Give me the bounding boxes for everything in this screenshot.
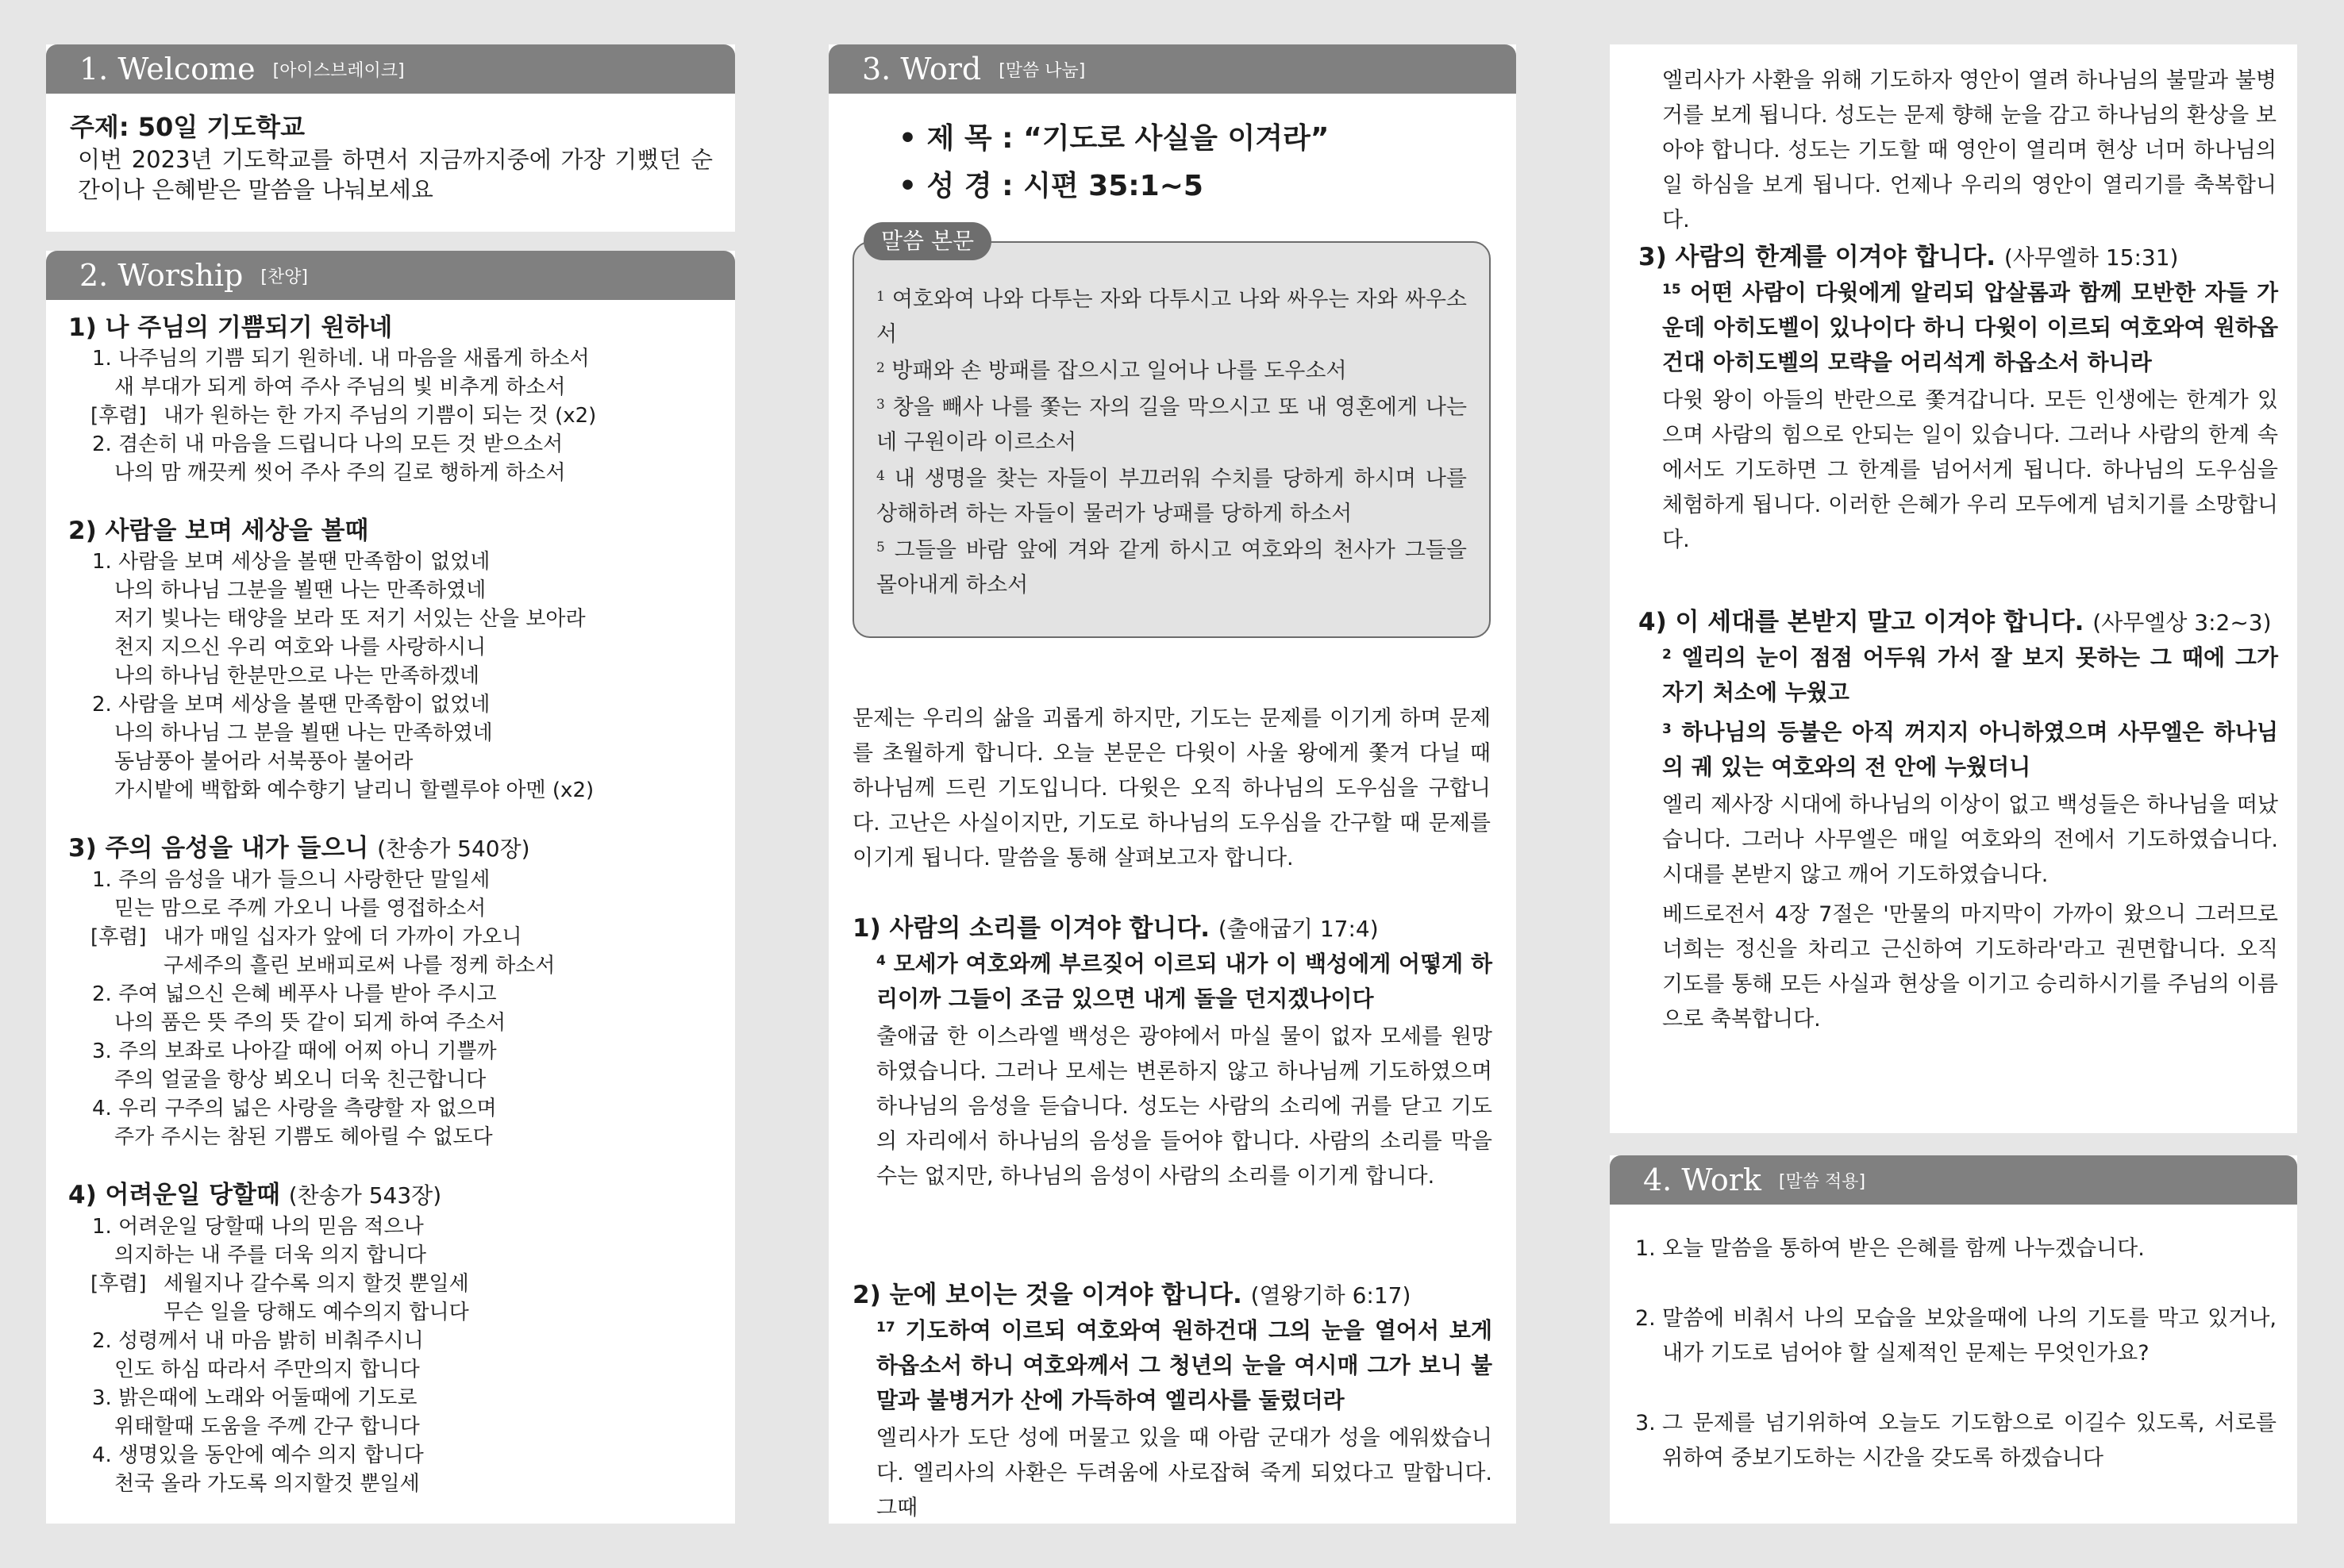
point-2-ref: (열왕기하 6:17) xyxy=(1250,1282,1411,1309)
song-title: 3) 주의 음성을 내가 들으니 xyxy=(68,834,369,863)
sermon-title: • 제 목 : “기도로 사실을 이겨라” xyxy=(899,122,1330,155)
work-subtitle: [말씀 적용] xyxy=(1778,1171,1866,1192)
point-1-body: 출애굽 한 이스라엘 백성은 광야에서 마실 물이 없자 모세를 원망하였습니다. 그러나 모세는 변론하지 않고 하나님께 기도하였으며 하나님의 음성을 듣습니다. 성도는 사람의 소리에 귀를 닫고 기도의 자리에서 하나님의 음성을 들어야 합니다. 사람의 소리를 막을 수는 없지만, 하나님의 음성이 사람의 소리를 이기게 합니다. xyxy=(876,1024,1492,1189)
scripture-verse xyxy=(876,533,1467,603)
lyric-line: 2. 주여 넓으신 은혜 베푸사 나를 받아 주시고 xyxy=(92,982,497,1006)
welcome-theme: 주제: 50일 기도학교 xyxy=(70,112,305,142)
verse-text: 그들을 바람 앞에 겨와 같게 하시고 여호와의 천사가 그들을 몰아내게 하소서 xyxy=(876,538,1467,598)
word-intro: 문제는 우리의 삶을 괴롭게 하지만, 기도는 문제를 이기게 하며 문제를 초월하게 합니다. 오늘 본문은 다윗이 사울 왕에게 쫓겨 다닐 때 하나님께 드린 기도입니다. 다윗은 오직 하나님의 도우심을 구합니다. 고난은 사실이지만, 기도로 하나님의 도우심을 간구할 때 문제를 이기게 됩니다. 말씀을 통해 살펴보고자 합니다. xyxy=(853,706,1491,870)
welcome-header xyxy=(46,44,735,94)
verse-text: 내 생명을 찾는 자들이 부끄러워 수치를 당하게 하시며 나를 상해하려 하는 자들이 물러가 낭패를 당하게 하소서 xyxy=(876,467,1467,526)
song-block xyxy=(68,1178,727,1498)
lyric-line: 나의 하나님 한분만으로 나는 만족하겠네 xyxy=(114,664,480,688)
lyric-line: 저기 빛나는 태양을 보라 또 저기 서있는 산을 보아라 xyxy=(114,607,586,631)
point-2-verse: 기도하여 이르되 여호와여 원하건대 그의 눈을 열어서 보게 하옵소서 하니 여호와께서 그 청년의 눈을 여시매 그가 보니 불말과 불병거가 산에 가득하여 엘리사를 둘렀더라 xyxy=(876,1317,1492,1413)
lyric-line: 주의 얼굴을 항상 뵈오니 더욱 친근합니다 xyxy=(114,1068,487,1092)
work-item-number: 1. xyxy=(1635,1236,1656,1261)
point-3-title: 3) 사람의 한계를 이겨야 합니다. xyxy=(1638,243,1996,271)
point-2-verse-num: 17 xyxy=(876,1320,895,1335)
word-subtitle: [말씀 나눔] xyxy=(999,60,1086,81)
chorus-label: [후렴] xyxy=(90,925,147,949)
point-4-ref: (사무엘상 3:2~3) xyxy=(2092,609,2272,636)
point-1-verse: 모세가 여호와께 부르짖어 이르되 내가 이 백성에게 어떻게 하리이까 그들이 조금 있으면 내게 돌을 던지겠나이다 xyxy=(876,951,1493,1012)
work-item-text: 말씀에 비춰서 나의 모습을 보았을때에 나의 기도를 막고 있거나, 내가 기도로 넘어야 할 실제적인 문제는 무엇인가요? xyxy=(1662,1306,2277,1366)
point-2-body: 엘리사가 도단 성에 머물고 있을 때 아람 군대가 성을 에워쌌습니다. 엘리사의 사환은 두려움에 사로잡혀 죽게 되었다고 말합니다. 그때 xyxy=(876,1426,1492,1520)
welcome-title: 1. Welcome xyxy=(79,52,256,86)
lyric-line xyxy=(68,923,727,951)
verse-text: 방패와 손 방패를 잡으시고 일어나 나를 도우소서 xyxy=(891,359,1347,383)
verse-number: 3 xyxy=(876,397,885,413)
work-item-number: 3. xyxy=(1635,1411,1656,1435)
lyric-text: 내가 매일 십자가 앞에 더 가까이 가오니 xyxy=(164,925,522,949)
verse-number: 2 xyxy=(876,360,885,376)
work-title: 4. Work xyxy=(1643,1163,1761,1197)
lyric-text: 내가 원하는 한 가지 주님의 기쁨이 되는 것 (x2) xyxy=(164,404,597,428)
song-hymn-number: (찬송가 540장) xyxy=(377,836,530,862)
point-4 xyxy=(1638,605,2278,1037)
work-item xyxy=(1635,1232,2277,1266)
lyric-line: 천지 지으신 우리 여호와 나를 사랑하시니 xyxy=(114,636,487,659)
welcome-question: 이번 2023년 기도학교를 하면서 지금까지중에 가장 기뻤던 순간이나 은혜받은 말씀을 나눠보세요 xyxy=(78,146,713,203)
scripture-verse xyxy=(876,354,1467,389)
lyric-line: 인도 하심 따라서 주만의지 합니다 xyxy=(114,1358,420,1382)
verse-text: 창을 빼사 나를 쫓는 자의 길을 막으시고 또 내 영혼에게 나는 네 구원이라 이르소서 xyxy=(876,395,1467,455)
verse-number: 1 xyxy=(876,289,885,305)
song-block xyxy=(68,514,727,805)
chorus-label: [후렴] xyxy=(90,404,147,428)
point-4-verse: 엘리의 눈이 점점 어두워 가서 잘 보지 못하는 그 때에 그가 자기 처소에 누웠고 xyxy=(1662,644,2279,705)
point-3-verse-num: 15 xyxy=(1662,282,1681,298)
scripture-verse xyxy=(876,462,1467,532)
lyric-line: 의지하는 내 주를 더욱 의지 합니다 xyxy=(114,1243,426,1267)
point-3-ref: (사무엘하 15:31) xyxy=(2003,244,2179,271)
scripture-verse xyxy=(876,282,1467,352)
lyric-line: 1. 주의 음성을 내가 들으니 사랑한단 말일세 xyxy=(92,868,491,892)
song-title: 4) 어려운일 당할때 xyxy=(68,1181,280,1209)
lyric-line: 1. 어려운일 당할때 나의 믿음 적으나 xyxy=(92,1215,424,1239)
scripture-verse xyxy=(876,390,1467,460)
point-4-body: 엘리 제사장 시대에 하나님의 이상이 없고 백성들은 하나님을 떠났습니다. 그러나 사무엘은 매일 여호와의 전에서 기도하였습니다. 시대를 본받지 않고 깨어 기도하였습니다. xyxy=(1662,793,2278,887)
verse-number: 5 xyxy=(876,540,885,555)
song-title: 2) 사람을 보며 세상을 볼때 xyxy=(68,517,369,545)
point-1 xyxy=(853,911,1492,1194)
lyric-line: 2. 사람을 보며 세상을 볼땐 만족함이 없었네 xyxy=(92,693,491,717)
chorus-label: [후렴] xyxy=(90,1272,147,1296)
lyric-line: 나의 하나님 그분을 뵐땐 나는 만족하였네 xyxy=(114,578,487,602)
word-continued-text: 엘리사가 사환을 위해 기도하자 영안이 열려 하나님의 불말과 불병거를 보게 됩니다. 성도는 문제 향해 눈을 감고 하나님의 환상을 보아야 합니다. 성도는 기도할 때 영안이 열리며 현상 너머 하나님의 일 하심을 보게 됩니다. 언제나 우리의 영안이 열리기를 축복합니다. xyxy=(1662,68,2277,233)
worship-subtitle: [찬양] xyxy=(260,267,308,287)
point-2-title: 2) 눈에 보이는 것을 이겨야 합니다. xyxy=(853,1281,1242,1309)
work-item xyxy=(1635,1406,2277,1476)
lyric-line xyxy=(68,1270,727,1298)
worship-header xyxy=(46,251,735,300)
point-2 xyxy=(853,1278,1492,1526)
point-1-title: 1) 사람의 소리를 이겨야 합니다. xyxy=(853,914,1210,943)
lyric-line: 나의 품은 뜻 주의 뜻 같이 되게 하여 주소서 xyxy=(114,1011,506,1035)
work-item-text: 그 문제를 넘기위하여 오늘도 기도함으로 이길수 있도록, 서로를 위하여 중보기도하는 시간을 갖도록 하겠습니다 xyxy=(1662,1411,2277,1470)
lyric-line: 주가 주시는 참된 기쁨도 헤아릴 수 없도다 xyxy=(114,1125,493,1149)
lyric-line: 1. 나주님의 기쁨 되기 원하네. 내 마음을 새롭게 하소서 xyxy=(92,347,590,371)
point-1-verse-num: 4 xyxy=(876,953,886,969)
point-4-body2: 베드로전서 4장 7절은 '만물의 마지막이 가까이 왔으니 그러므로 너희는 정신을 차리고 근신하여 기도하라'라고 권면합니다. 오직 기도를 통해 모든 사실과 현상을 이기고 승리하시기를 주님의 이름으로 축복합니다. xyxy=(1662,902,2278,1032)
work-item-number: 2. xyxy=(1635,1306,1656,1331)
welcome-subtitle: [아이스브레이크] xyxy=(272,60,405,81)
lyric-line: 4. 생명있을 동안에 예수 의지 합니다 xyxy=(92,1443,424,1467)
lyric-line: 믿는 맘으로 주께 가오니 나를 영접하소서 xyxy=(114,897,487,920)
lyric-line: 나의 맘 깨끗케 씻어 주사 주의 길로 행하게 하소서 xyxy=(114,461,566,485)
point-3 xyxy=(1638,240,2278,558)
welcome-content xyxy=(70,110,713,205)
word-header xyxy=(829,44,1516,94)
lyric-line: 3. 밝은때에 노래와 어둘때에 기도로 xyxy=(92,1386,418,1410)
point-4-verse2-num: 3 xyxy=(1662,721,1672,737)
work-item xyxy=(1635,1301,2277,1371)
lyric-line: 3. 주의 보좌로 나아갈 때에 어찌 아니 기쁠까 xyxy=(92,1040,497,1063)
scripture-box-label: 말씀 본문 xyxy=(864,222,991,260)
lyric-line: 위태할때 도움을 주께 간구 합니다 xyxy=(114,1415,420,1439)
worship-title: 2. Worship xyxy=(79,258,244,293)
work-header xyxy=(1610,1155,2297,1205)
lyric-line: 동남풍아 불어라 서북풍아 불어라 xyxy=(114,750,414,774)
song-block xyxy=(68,311,727,487)
lyric-line: 나의 하나님 그 분을 뵐땐 나는 만족하였네 xyxy=(114,721,493,745)
lyric-line: 1. 사람을 보며 세상을 볼땐 만족함이 없었네 xyxy=(92,550,491,574)
song-block xyxy=(68,832,727,1151)
point-4-title: 4) 이 세대를 본받지 말고 이겨야 합니다. xyxy=(1638,608,2084,636)
point-3-verse: 어떤 사람이 다윗에게 알리되 압살롬과 함께 모반한 자들 가운데 아히도벨이 있나이다 하니 다윗이 이르되 여호와여 원하옵건대 아히도벨의 모략을 어리석게 하옵소서 하니라 xyxy=(1662,279,2279,375)
point-4-verse2: 하나님의 등불은 아직 꺼지지 아니하였으며 사무엘은 하나님의 궤 있는 여호와의 전 안에 누웠더니 xyxy=(1662,719,2279,780)
word-title: 3. Word xyxy=(862,52,982,86)
song-hymn-number: (찬송가 543장) xyxy=(288,1182,442,1209)
verse-text: 여호와여 나와 다투는 자와 다투시고 나와 싸우는 자와 싸우소서 xyxy=(876,287,1467,347)
lyric-line: 2. 겸손히 내 마음을 드립니다 나의 모든 것 받으소서 xyxy=(92,432,564,456)
work-items xyxy=(1635,1232,2277,1511)
lyric-line: 4. 우리 구주의 넓은 사랑을 측량할 자 없으며 xyxy=(92,1097,497,1120)
lyric-line: 2. 성령께서 내 마음 밝히 비춰주시니 xyxy=(92,1329,424,1353)
lyric-line: 천국 올라 가도록 의지할것 뿐일세 xyxy=(114,1472,420,1496)
song-title: 1) 나 주님의 기쁨되기 원하네 xyxy=(68,313,393,342)
lyric-line: 무슨 일을 당해도 예수의지 합니다 xyxy=(164,1301,469,1324)
lyric-line: 구세주의 흘린 보배피로써 나를 정케 하소서 xyxy=(164,954,556,978)
point-4-verse-num: 2 xyxy=(1662,647,1672,663)
lyric-line xyxy=(68,402,727,430)
lyric-line: 새 부대가 되게 하여 주사 주님의 빛 비추게 하소서 xyxy=(114,375,566,399)
lyric-line: 가시밭에 백합화 예수향기 날리니 할렐루야 아멘 (x2) xyxy=(114,778,595,802)
verse-number: 4 xyxy=(876,468,885,484)
scripture-verses xyxy=(876,282,1467,605)
point-3-body: 다윗 왕이 아들의 반란으로 쫓겨갑니다. 모든 인생에는 한계가 있으며 사람의 힘으로 안되는 일이 있습니다. 그러나 사람의 한계 속에서도 기도하면 그 한계를 넘어서게 됩니다. 하나님의 도우심을 체험하게 됩니다. 이러한 은혜가 우리 모두에게 넘치기를 소망합니다. xyxy=(1662,388,2278,552)
point-1-ref: (출애굽기 17:4) xyxy=(1218,916,1379,942)
work-item-text: 오늘 말씀을 통하여 받은 은혜를 함께 나누겠습니다. xyxy=(1662,1236,2145,1261)
song-list xyxy=(68,311,727,1525)
lyric-text: 세월지나 갈수록 의지 할것 뿐일세 xyxy=(164,1272,469,1296)
sermon-scripture: • 성 경 : 시편 35:1~5 xyxy=(899,170,1203,202)
